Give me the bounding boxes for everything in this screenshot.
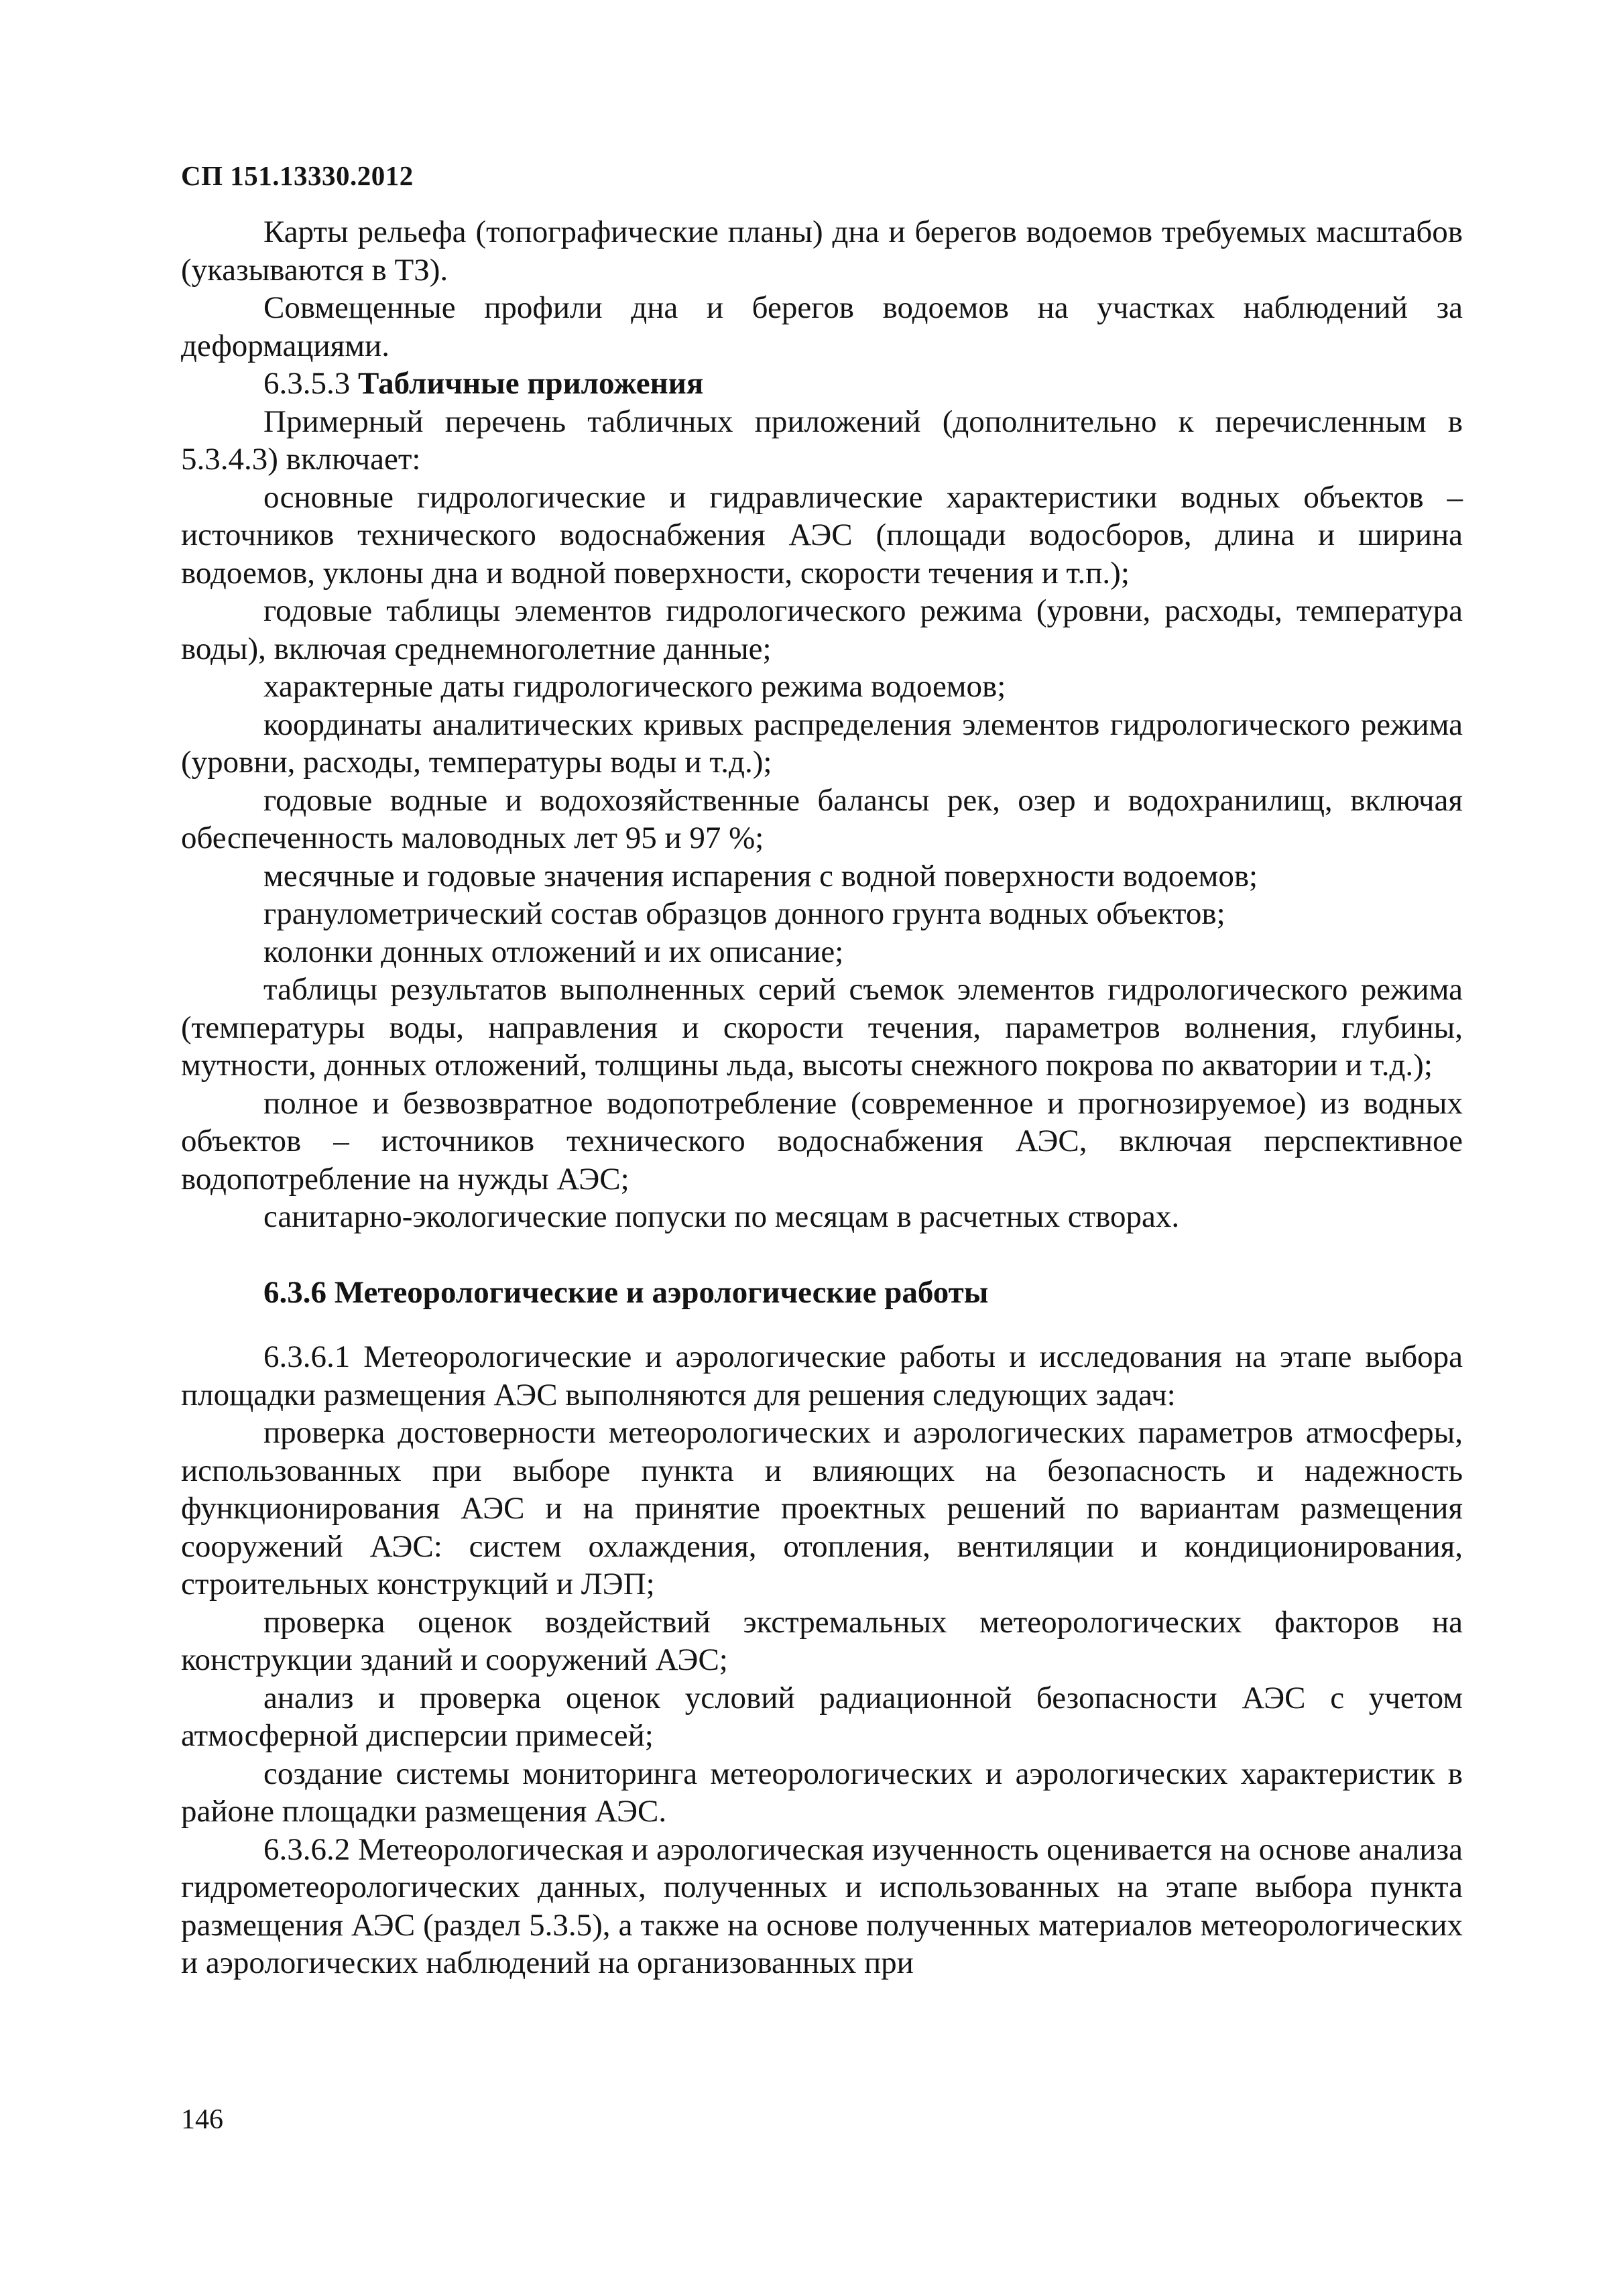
page-number: 146 — [181, 2104, 223, 2135]
page-body — [181, 213, 1463, 1982]
list-item: гранулометрический состав образцов донного грунта водных объектов; — [263, 896, 1225, 931]
list-item: координаты аналитических кривых распределения элементов гидрологического режима (уровни, расходы, температуры воды и т.д.); — [181, 707, 1463, 780]
subsection-number: 6.3.5.3 — [263, 366, 351, 401]
list-item: анализ и проверка оценок условий радиационной безопасности АЭС с учетом атмосферной дисперсии примесей; — [181, 1680, 1463, 1753]
document-code-header: СП 151.13330.2012 — [181, 160, 414, 191]
paragraph: Примерный перечень табличных приложений (дополнительно к перечисленным в 5.3.4.3) включает: — [181, 404, 1463, 477]
paragraph: 6.3.6.2 Метеорологическая и аэрологическая изученность оценивается на основе анализа гидрометеорологических данных, полученных и использованных на этапе выбора пункта размещения АЭС (раздел 5.3.5), а также на основе полученных материалов метеорологических и аэрологических наблюдений на организованных при — [181, 1831, 1463, 1980]
list-item: полное и безвозвратное водопотребление (современное и прогнозируемое) из водных объектов – источников технического водоснабжения АЭС, включая перспективное водопотребление на нужды АЭС; — [181, 1085, 1463, 1197]
subsection-heading — [181, 365, 1463, 403]
section-heading: 6.3.6 Метеорологические и аэрологические работы — [263, 1274, 989, 1310]
list-item: основные гидрологические и гидравлические характеристики водных объектов – источников технического водоснабжения АЭС (площади водосборов, длина и ширина водоемов, уклоны дна и водной поверхности, скорости течения и т.п.); — [181, 479, 1463, 591]
list-item: колонки донных отложений и их описание; — [263, 934, 844, 969]
list-item: создание системы мониторинга метеорологических и аэрологических характеристик в районе площадки размещения АЭС. — [181, 1756, 1463, 1829]
list-item: санитарно-экологические попуски по месяцам в расчетных створах. — [263, 1199, 1180, 1234]
list-item: годовые водные и водохозяйственные балансы рек, озер и водохранилищ, включая обеспеченность маловодных лет 95 и 97 %; — [181, 782, 1463, 855]
subsection-title: Табличные приложения — [358, 366, 704, 401]
list-item: проверка достоверности метеорологических и аэрологических параметров атмосферы, использованных при выборе пункта и влияющих на безопасность и надежность функционирования АЭС и на принятие проектных решений по вариантам размещения сооружений АЭС: систем охлаждения, отопления, вентиляции и кондиционирования, строительных конструкций и ЛЭП; — [181, 1415, 1463, 1602]
list-item: годовые таблицы элементов гидрологического режима (уровни, расходы, температура воды), включая среднемноголетние данные; — [181, 593, 1463, 666]
list-item: проверка оценок воздействий экстремальных метеорологических факторов на конструкции зданий и сооружений АЭС; — [181, 1604, 1463, 1677]
list-item: характерные даты гидрологического режима водоемов; — [263, 669, 1006, 704]
list-item: месячные и годовые значения испарения с водной поверхности водоемов; — [263, 858, 1258, 894]
paragraph: Карты рельефа (топографические планы) дна и берегов водоемов требуемых масштабов (указываются в ТЗ). — [181, 215, 1463, 288]
paragraph: Совмещенные профили дна и берегов водоемов на участках наблюдений за деформациями. — [181, 290, 1463, 363]
list-item: таблицы результатов выполненных серий съемок элементов гидрологического режима (температуры воды, направления и скорости течения, параметров волнения, глубины, мутности, донных отложений, толщины льда, высоты снежного покрова по акватории и т.д.); — [181, 972, 1463, 1083]
paragraph: 6.3.6.1 Метеорологические и аэрологические работы и исследования на этапе выбора площадки размещения АЭС выполняются для решения следующих задач: — [181, 1339, 1463, 1412]
